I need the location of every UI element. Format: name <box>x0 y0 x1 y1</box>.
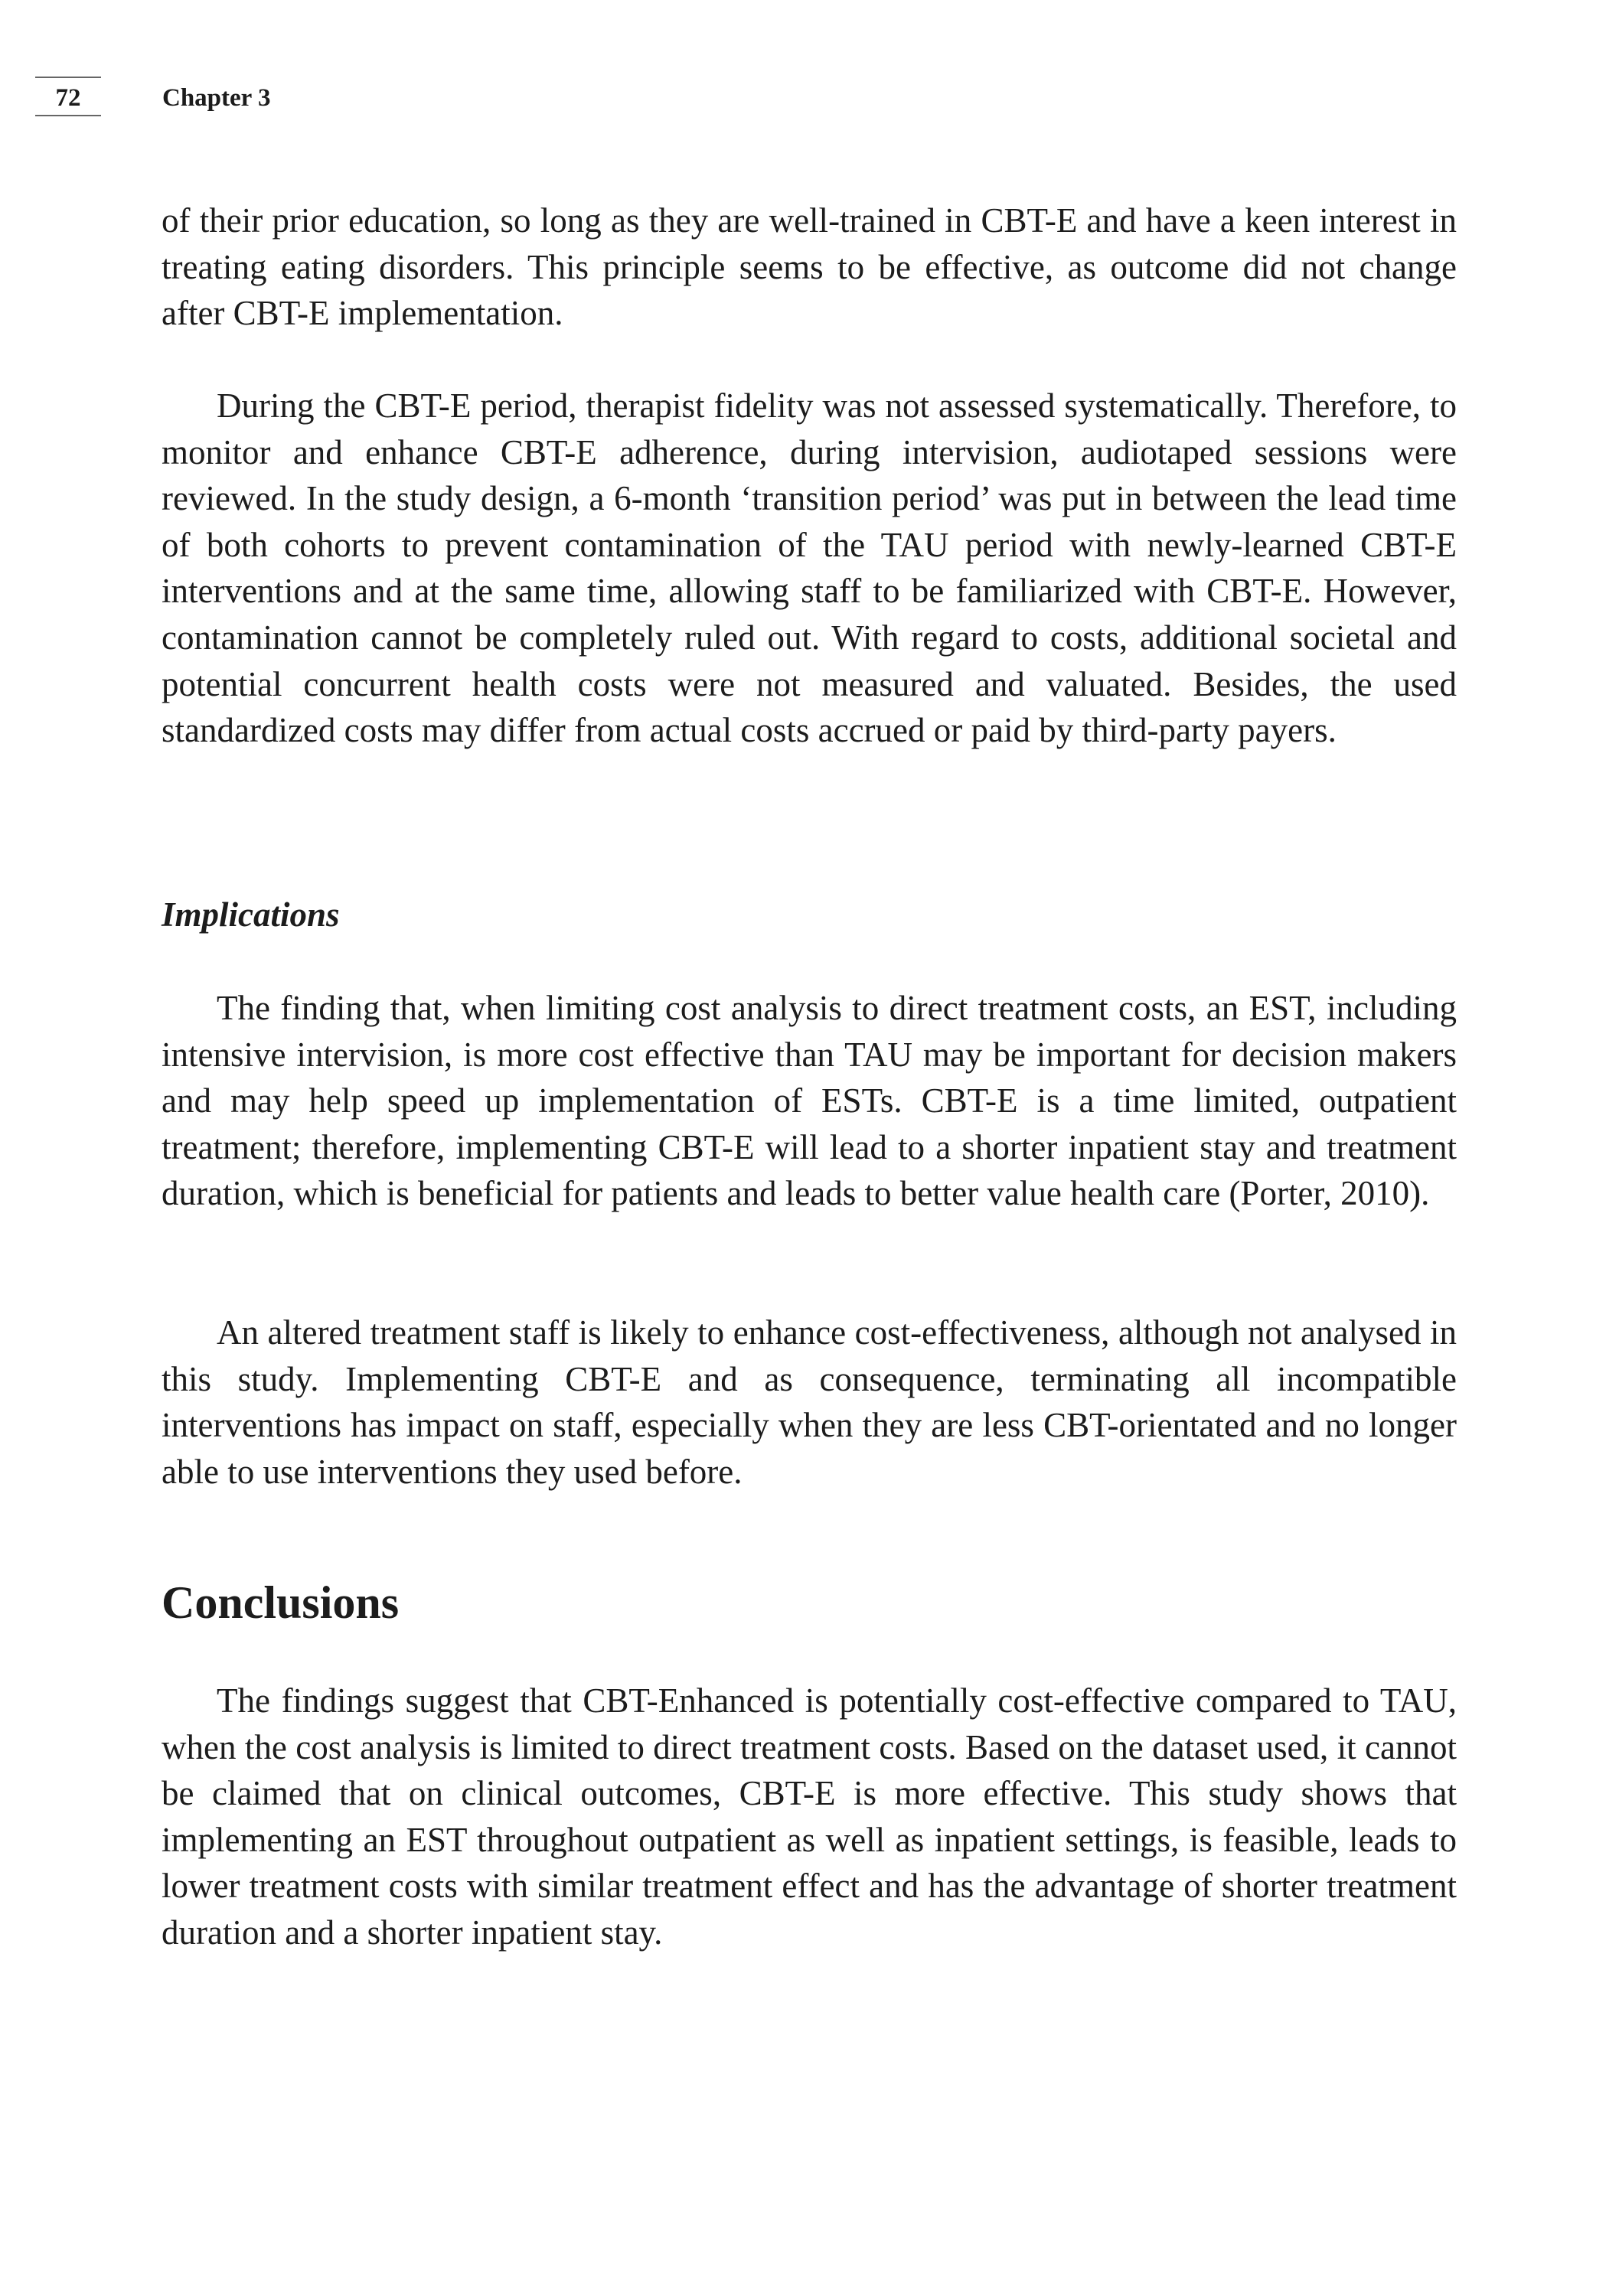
section-subheading-implications: Implications <box>162 895 340 934</box>
body-paragraph: An altered treatment staff is likely to enhance cost-effectiveness, although not analysed in this study. Implementing CBT-E and as consequence, terminating all incompatible interventions has impact on staff, especially when they are less CBT-orientated and no longer able to use interventions they used before. <box>162 1313 1457 1491</box>
body-paragraph: The findings suggest that CBT-Enhanced is potentially cost-effective compared to TAU, when the cost analysis is limited to direct treatment costs. Based on the dataset used, it cannot be claimed that on clinical outcomes, CBT-E is more effective. This study shows that implementing an EST throughout outpatient as well as inpatient settings, is feasible, leads to lower treatment costs with similar treatment effect and has the advantage of shorter treatment duration and a shorter inpatient stay. <box>162 1681 1457 1952</box>
section-heading-conclusions: Conclusions <box>162 1577 400 1628</box>
body-paragraph: During the CBT-E period, therapist fidelity was not assessed systematically. Therefore, to monitor and enhance CBT-E adherence, during intervision, audiotaped sessions were reviewed. In the study design, a 6-month ‘transition period’ was put in between the lead time of both cohorts to prevent contamination of the TAU period with newly-learned CBT-E interventions and at the same time, allowing staff to be familiarized with CBT-E. However, contamination cannot be completely ruled out. With regard to costs, additional societal and potential concurrent health costs were not measured and valuated. Besides, the used standardized costs may differ from actual costs accrued or paid by third-party payers. <box>162 386 1457 750</box>
page-number-box <box>35 77 101 116</box>
body-paragraph: of their prior education, so long as they are well-trained in CBT-E and have a keen interest in treating eating disorders. This principle seems to be effective, as outcome did not change after CBT-E implementation. <box>162 201 1457 333</box>
body-paragraph: The finding that, when limiting cost analysis to direct treatment costs, an EST, including intensive intervision, is more cost effective than TAU may be important for decision makers and may help speed up implementation of ESTs. CBT-E is a time limited, outpatient treatment; therefore, implementing CBT-E will lead to a shorter inpatient stay and treatment duration, which is beneficial for patients and leads to better value health care (Porter, 2010). <box>162 989 1457 1213</box>
page-number: 72 <box>55 84 81 112</box>
running-head: Chapter 3 <box>162 84 271 112</box>
